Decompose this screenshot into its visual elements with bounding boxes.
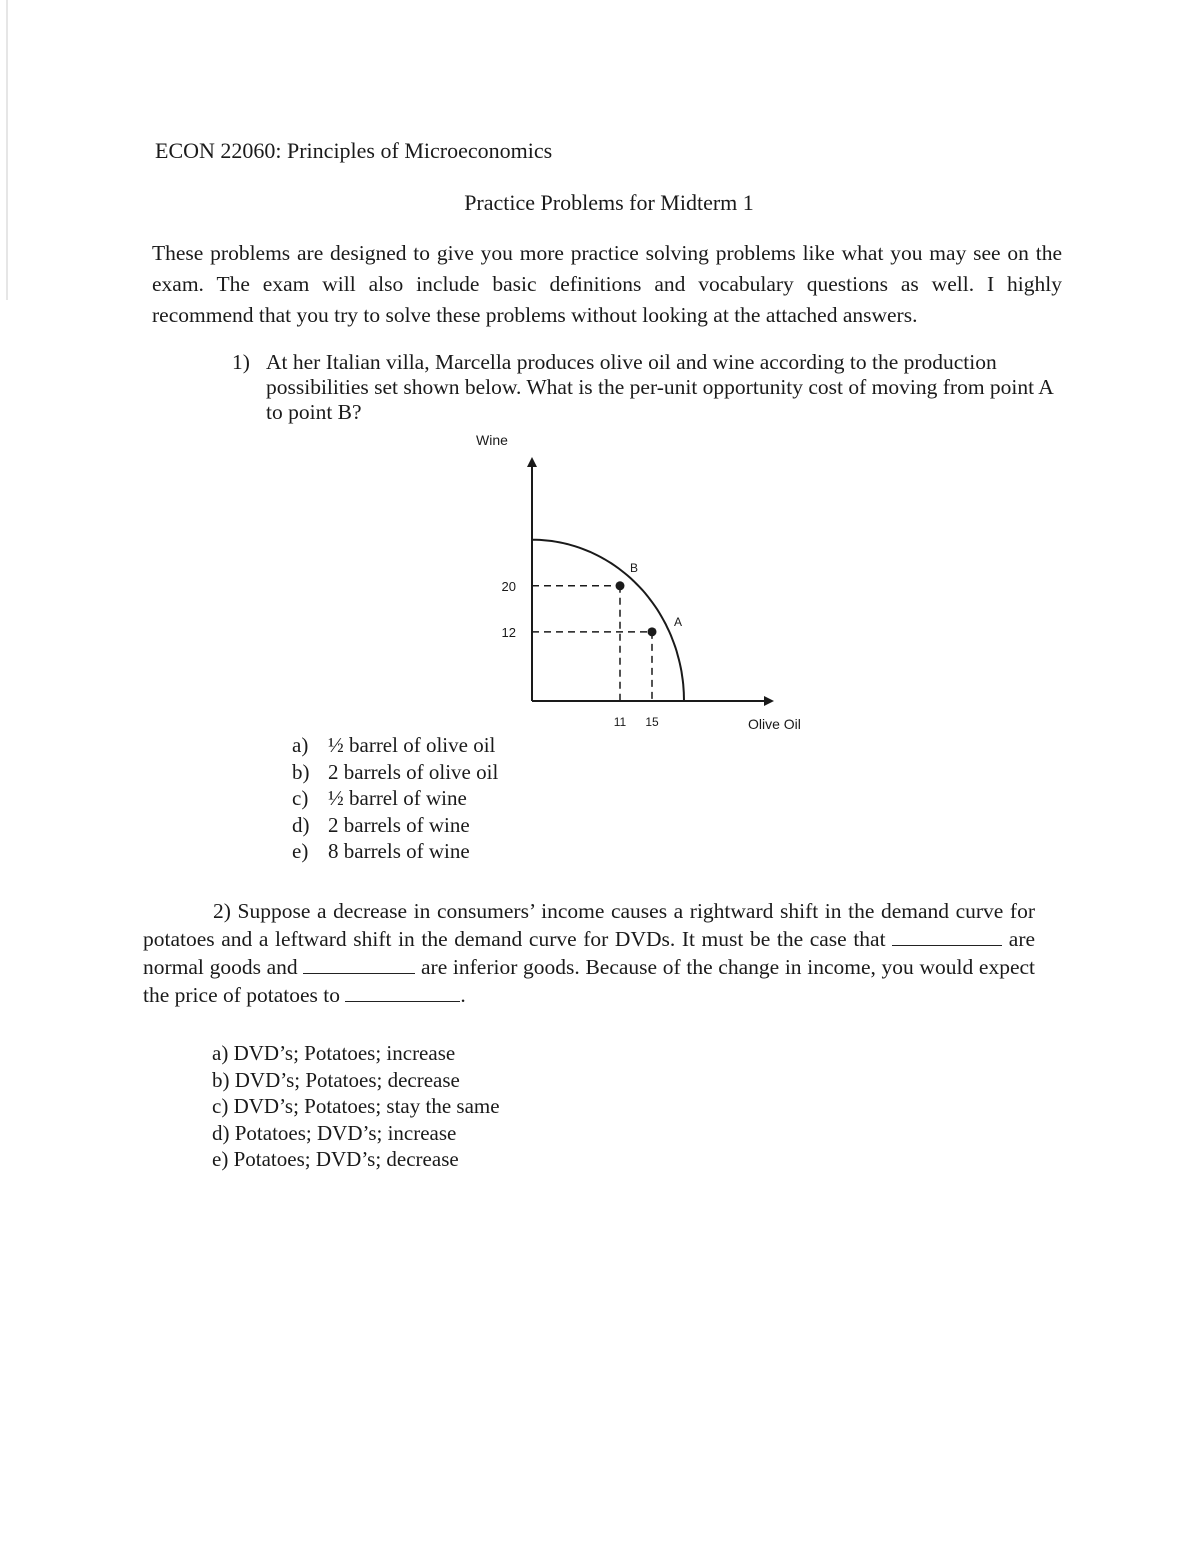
option-a[interactable] — [292, 732, 498, 759]
document-title: Practice Problems for Midterm 1 — [464, 190, 754, 215]
x-axis-label: Olive Oil — [748, 716, 801, 732]
point-label-A: A — [673, 614, 683, 629]
question-2-number: 2) — [213, 899, 231, 923]
question-2-text-part2: are normal goods and — [143, 927, 1036, 979]
option-e[interactable] — [292, 838, 498, 865]
option-b[interactable] — [292, 759, 498, 786]
option-text: Potatoes; DVD’s; increase — [234, 1120, 457, 1145]
option-d[interactable] — [292, 812, 498, 839]
option-label: e) — [292, 839, 309, 863]
point-A — [648, 627, 657, 636]
option-label: a) — [212, 1041, 229, 1065]
question-2 — [143, 897, 1035, 1009]
option-text: DVD’s; Potatoes; increase — [233, 1041, 456, 1065]
option-text: DVD’s; Potatoes; decrease — [234, 1067, 460, 1092]
option-label: d) — [292, 812, 310, 837]
option-text: ½ barrel of olive oil — [328, 733, 496, 757]
option-label: b) — [292, 759, 310, 784]
question-2-text-part1: Suppose a decrease in consumers’ income causes a rightward shift in the demand curve for potatoes and a leftward shift in the demand curve for DVDs. It must be the case that — [143, 899, 1036, 951]
option-d[interactable] — [212, 1120, 500, 1147]
option-label: e) — [212, 1147, 229, 1171]
option-e[interactable] — [212, 1146, 500, 1173]
option-label: c) — [292, 786, 309, 810]
point-label-B: B — [629, 560, 639, 575]
ppf-chart — [460, 425, 840, 745]
question-1-text: At her Italian villa, Marcella produces olive oil and wine according to the production possibilities set shown below. What is the per-unit opportunity cost of moving from point A to point B? — [266, 350, 1053, 424]
answer-blank-1[interactable] — [892, 927, 1002, 946]
option-text: 2 barrels of wine — [328, 812, 470, 837]
option-text: Potatoes; DVD’s; decrease — [233, 1147, 459, 1171]
y-axis-label: Wine — [476, 432, 508, 448]
question-1 — [232, 350, 1062, 425]
option-text: 8 barrels of wine — [328, 839, 470, 863]
question-2-options — [212, 1040, 500, 1173]
page-edge — [6, 0, 8, 300]
answer-blank-3[interactable] — [345, 983, 460, 1002]
intro-paragraph: These problems are designed to give you more practice solving problems like what you may see on the exam. The exam will also include basic definitions and vocabulary questions as well. I highly recommend that you try to solve these problems without looking at the attached answers. — [152, 241, 1062, 327]
production-frontier-curve — [532, 540, 684, 701]
option-label: a) — [292, 733, 309, 757]
option-a[interactable] — [212, 1040, 500, 1067]
y-tick-label: 12 — [501, 624, 516, 640]
course-title: ECON 22060: Principles of Microeconomics — [155, 138, 553, 163]
x-tick-label: 15 — [645, 715, 659, 729]
question-2-end: . — [460, 983, 466, 1007]
option-c[interactable] — [292, 785, 498, 812]
option-text: ½ barrel of wine — [328, 786, 467, 810]
x-tick-label: 11 — [613, 715, 627, 729]
question-1-number: 1) — [232, 350, 250, 374]
option-label: b) — [212, 1067, 230, 1092]
point-B — [616, 581, 625, 590]
y-tick-label: 20 — [501, 578, 516, 594]
question-1-options — [292, 732, 498, 865]
option-c[interactable] — [212, 1093, 500, 1120]
question-2-text-part3: are inferior goods. Because of the change in income, you would expect the price of potatoes to — [143, 955, 1035, 1007]
option-text: DVD’s; Potatoes; stay the same — [233, 1094, 500, 1118]
option-text: 2 barrels of olive oil — [328, 759, 499, 784]
option-label: d) — [212, 1120, 230, 1145]
option-b[interactable] — [212, 1067, 500, 1094]
answer-blank-2[interactable] — [303, 955, 415, 974]
option-label: c) — [212, 1094, 229, 1118]
